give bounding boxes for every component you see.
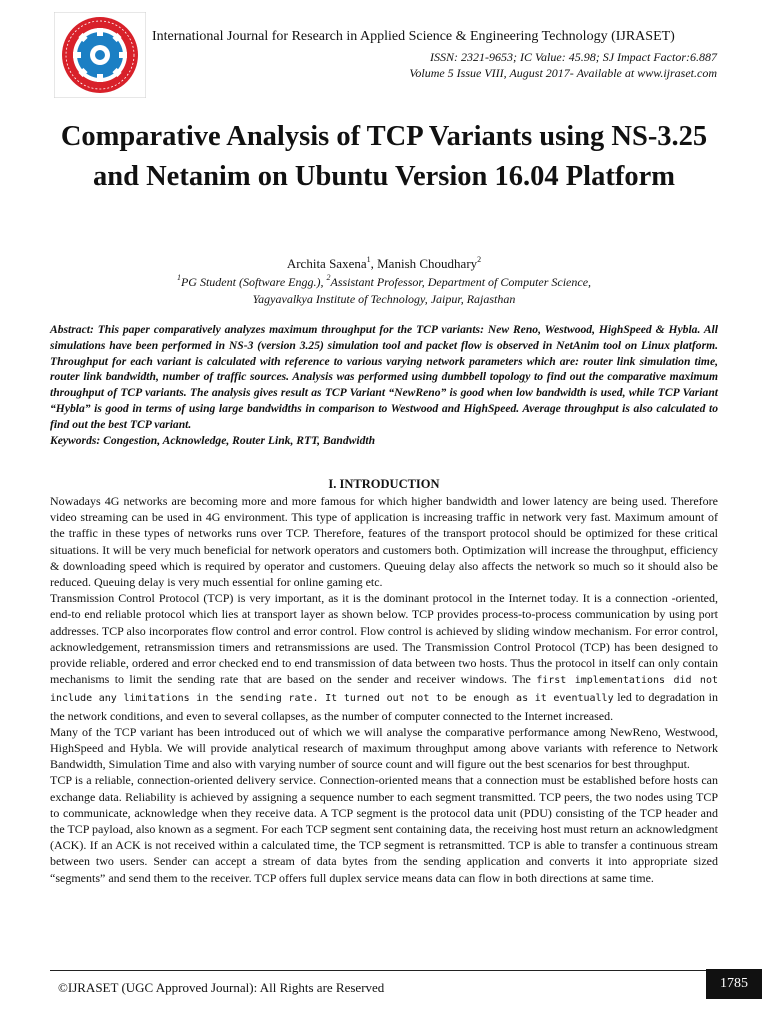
paragraph: TCP is a reliable, connection-oriented delivery service. Connection-oriented means that a connection must be established before hosts can exchange data. Reliability is achieved by assigning a sequence number to each segment transmitted. TCP peers, the two nodes using TCP to communicate, acknowledge when they receive data. A TCP segment is the protocol data unit (PDU) consisting of the TCP header and the TCP payload, also known as a segment. For each TCP segment sent containing data, the receiving host must return an acknowledgment (ACK). If an ACK is not received within a calculated time, the TCP segment is retransmitted. TCP is able to transfer a continuous stream between two users. Sender can accept a stream of data bytes from the sending application and converts it into appropriate sized “segments” and send them to the receiver. TCP offers full duplex service means data can flow in both directions at same time.	[50, 773, 718, 885]
abstract-label: Abstract	[50, 323, 90, 336]
footer-rule	[50, 970, 706, 971]
author-line	[40, 256, 728, 272]
footer-copyright: ©IJRASET (UGC Approved Journal): All Rights are Reserved	[58, 980, 385, 995]
affiliation-mark: 2	[326, 273, 331, 282]
paragraph-text: led to degradation in the network conditions, and even to several collapses, as the number of computer connected to the Internet increased.	[50, 690, 718, 723]
paper-title: Comparative Analysis of TCP Variants using NS-3.25 and Netanim on Ubuntu Version 16.04 Platform	[60, 121, 708, 192]
volume-line: Volume 5 Issue VIII, August 2017- Available at www.ijraset.com	[409, 66, 717, 80]
affiliation-text: PG Student (Software Engg.),	[180, 275, 327, 289]
affiliation-line	[40, 274, 728, 291]
section-heading: I. INTRODUCTION	[328, 477, 440, 491]
affiliation-text: Assistant Professor, Department of Computer Science,	[330, 275, 592, 289]
abstract-text: : This paper comparatively analyzes maximum throughput for the TCP variants: New Reno, Westwood, HighSpeed & Hybla. All simulations have been performed in NS-3 (version 3.25) simulation tool and packet flow is observed in NetAnim tool on Linux platform. Throughput for each variant is calculated with reference to various varying network parameters which are: router link simulation time, router link bandwidth, number of traffic sources. Analysis was performed using dumbbell topology to find out the comparative maximum throughput of TCP variants. The analysis gives result as TCP Variant “NewReno” is good when low bandwidth is used, while TCP Variant “Hybla” is good in terms of using large bandwidths in comparison to Westwood and HighSpeed. Average throughput is also calculated to find out the best TCP variant.	[50, 323, 718, 431]
issn-line: ISSN: 2321-9653; IC Value: 45.98; SJ Impact Factor:6.887	[430, 50, 717, 64]
paragraph	[50, 590, 718, 724]
paragraph: Nowadays 4G networks are becoming more and more famous for which higher bandwidth and lower latency are being used. Therefore video streaming can be used in 4G environment. This type of application is increasing traffic in network very fast. Maximum amount of the traffic in these types of networks runs over TCP. Therefore, features of the transport protocol should be optimized for these critical situations. It will be very much beneficial for network operators and customers both. Optimization will increase the throughput, efficiency & downloading speed which is required by operator and customers. Queuing delay also affects the network so much so it should also be reduced. Queuing delay is very much essential for online gaming etc.	[50, 494, 718, 590]
author-name: Manish Choudhary	[377, 256, 478, 271]
author-name: Archita Saxena	[286, 256, 367, 271]
author-affiliation-mark: 2	[477, 254, 482, 264]
journal-name: International Journal for Research in Applied Science & Engineering Technology (IJRASET)	[152, 29, 675, 44]
paragraph-text-mono: first implementations did not include any limitations in the sending rate. It turned out not to be enough as it eventually	[50, 675, 718, 705]
journal-logo	[54, 12, 146, 98]
affiliation-line: Yagyavalkya Institute of Technology, Jaipur, Rajasthan	[252, 292, 516, 306]
keywords: Keywords: Congestion, Acknowledge, Router Link, RTT, Bandwidth	[50, 433, 376, 447]
introduction-body	[50, 493, 718, 886]
journal-meta	[300, 49, 717, 81]
abstract	[50, 322, 718, 448]
affiliation-block	[40, 274, 728, 308]
page-number: 1785	[706, 969, 762, 999]
author-affiliation-mark: 1	[366, 254, 371, 264]
paragraph: Many of the TCP variant has been introduced out of which we will analyse the comparative performance among NewReno, Westwood, HighSpeed and Hybla. We will provide analytical research of maximum throughput among above variants with reference to Network Bandwidth, Simulation Time and also with varying number of source count and will figure out the best scenarios for best throughput.	[50, 724, 718, 772]
affiliation-mark: 1	[176, 273, 181, 282]
author-separator: ,	[370, 256, 378, 271]
paragraph-text: Transmission Control Protocol (TCP) is very important, as it is the dominant protocol in the Internet today. It is a connection -oriented, end-to end reliable protocol which lies at transport layer as shown below. TCP provides process-to-process communication by using port addresses. TCP also incorporates flow control and error control. Flow control is achieved by sliding window mechanism. For error control, acknowledgement, retransmission timers and retransmissions are used. The Transmission Control Protocol (TCP) has been designed to provide reliable, ordered and error checked end to end transmission of data between two hosts. Thus the protocol in itself can only contain mechanisms to limit the sending rate that are based on the sender and receiver windows. The	[50, 591, 718, 687]
journal-seal-icon	[54, 12, 146, 98]
